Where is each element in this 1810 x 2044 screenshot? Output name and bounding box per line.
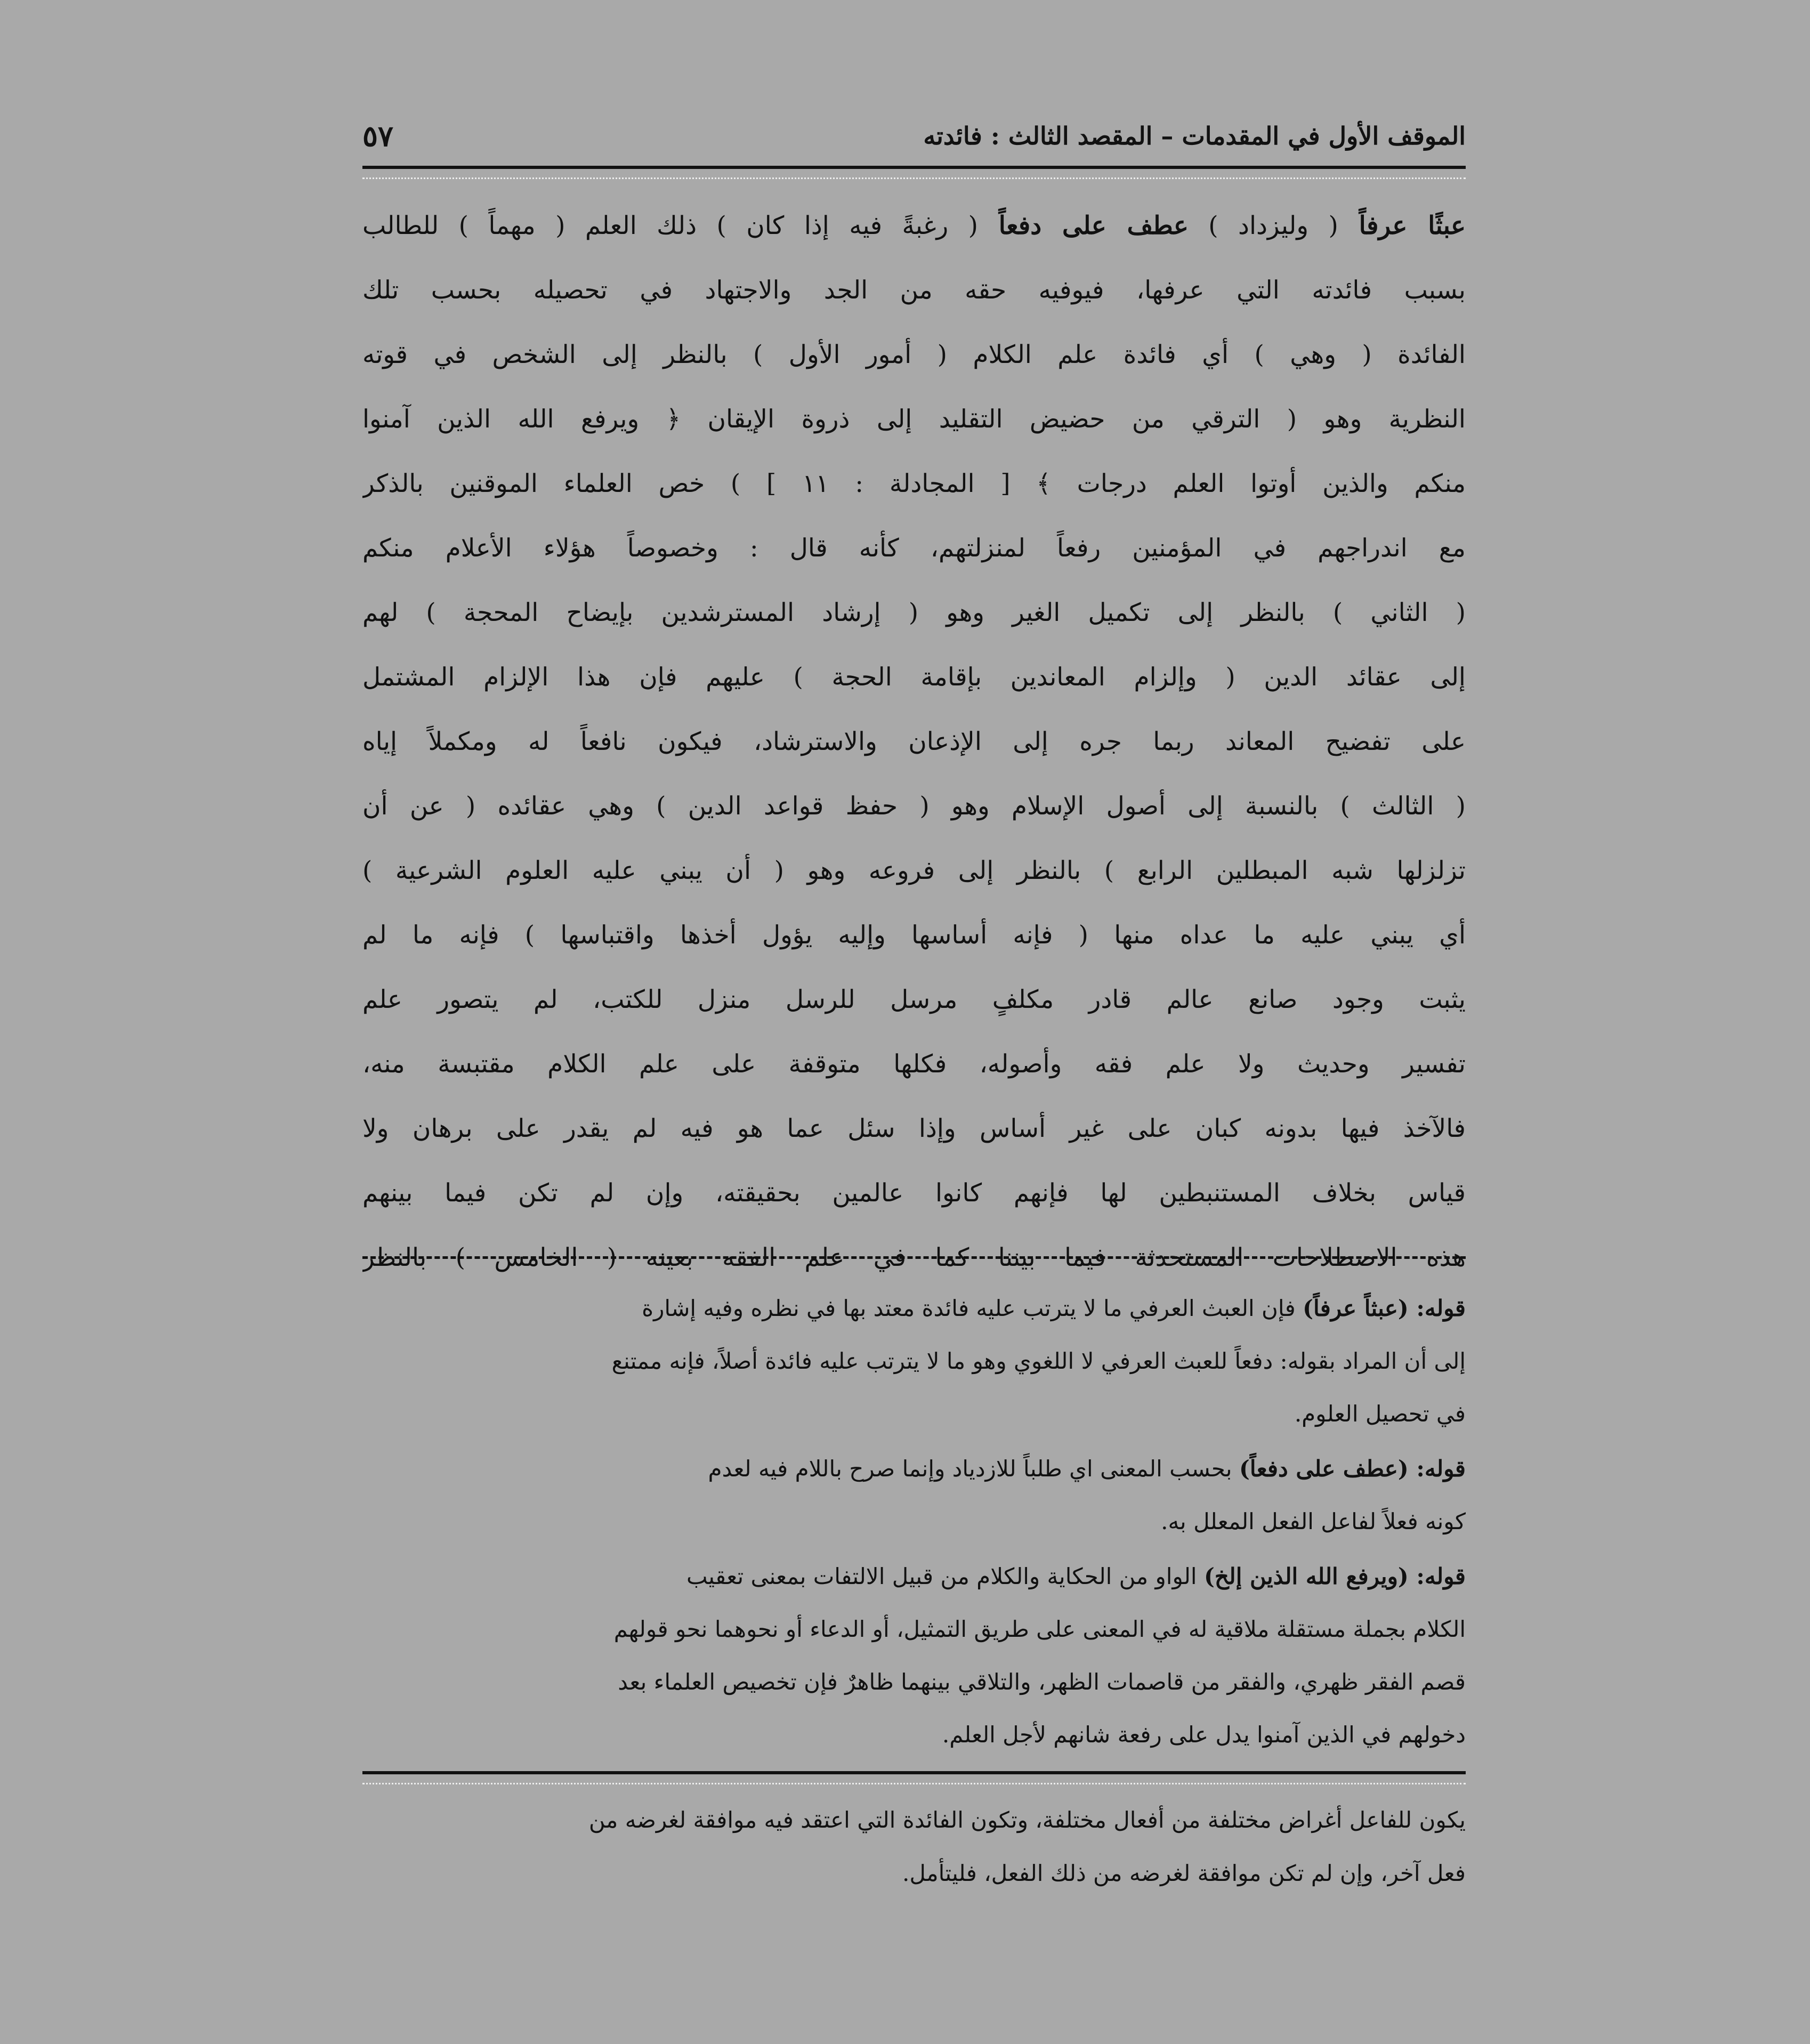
footer-rule — [362, 1771, 1466, 1784]
main-line: أي يبني عليه ما عداه منها ( فإنه أساسها وإليه يؤول أخذها واقتباسها ) فإنه ما لم — [362, 920, 1466, 950]
note-label: قوله: — [1408, 1295, 1466, 1321]
note-label: قوله: — [1408, 1563, 1466, 1589]
note-lemma: (ويرفع الله الذين إلخ) — [1203, 1563, 1409, 1589]
note-lemma: (عطف على دفعاً) — [1239, 1456, 1409, 1482]
note-lemma: (عبثاً عرفاً) — [1303, 1295, 1409, 1321]
note-line: قصم الفقر ظهري، والفقر من قاصمات الظهر، والتلاقي بينهما ظاهرٌ فإن تخصيص العلماء بعد — [618, 1669, 1466, 1695]
page-number: ٥٧ — [362, 119, 394, 153]
commentary-note — [362, 1442, 1466, 1548]
note-line: قوله: (عطف على دفعاً) بحسب المعنى اي طلباً للازدياد وإنما صرح باللام فيه لعدم — [708, 1456, 1466, 1482]
main-line: بسبب فائدته التي عرفها، فيوفيه حقه من الجد والاجتهاد في تحصيله بحسب تلك — [362, 276, 1466, 305]
note-line: كونه فعلاً لفاعل الفعل المعلل به. — [1161, 1508, 1466, 1534]
main-line: على تفضيح المعاند ربما جره إلى الإذعان والاسترشاد، فيكون نافعاً له ومكملاً إياه — [362, 727, 1466, 756]
page-header — [362, 115, 1466, 157]
main-line: تزلزلها شبه المبطلين الرابع ) بالنظر إلى فروعه وهو ( أن يبني عليه العلوم الشرعية ) — [362, 856, 1466, 885]
book-page — [362, 115, 1466, 1932]
main-line: يثبت وجود صانع عالم قادر مكلفٍ مرسل للرسل منزل للكتب، لم يتصور علم — [362, 985, 1466, 1014]
commentary-note — [362, 1282, 1466, 1440]
header-rule — [362, 166, 1466, 179]
main-line: هذه الاصطلاحات المستحدثة فيما بيننا كما في علم الفقه بعينه ( الخامس ) بالنظر — [362, 1243, 1466, 1272]
note-label: قوله: — [1408, 1456, 1466, 1482]
footer-text — [362, 1793, 1466, 1921]
note-line: إلى أن المراد بقوله: دفعاً للعبث العرفي لا اللغوي وهو ما لا يترتب عليه فائدة أصلاً، فإنه ممتنع — [611, 1348, 1466, 1374]
note-line: قوله: (ويرفع الله الذين إلخ) الواو من الحكاية والكلام من قبيل الالتفات بمعنى تعقيب — [686, 1563, 1466, 1589]
commentary-divider — [362, 1256, 1466, 1259]
main-line: الفائدة ( وهي ) أي فائدة علم الكلام ( أمور الأول ) بالنظر إلى الشخص في قوته — [362, 340, 1466, 369]
main-line: النظرية وهو ( الترقي من حضيض التقليد إلى ذروة الإيقان ﴿ ويرفع الله الذين آمنوا — [362, 405, 1466, 434]
main-line: قياس بخلاف المستنبطين لها فإنهم كانوا عالمين بحقيقته، وإن لم تكن فيما بينهم — [362, 1178, 1466, 1208]
commentary-notes — [362, 1282, 1466, 1873]
running-title: الموقف الأول في المقدمات – المقصد الثالث : فائدته — [923, 122, 1466, 150]
note-line: دخولهم في الذين آمنوا يدل على رفعة شانهم لأجل العلم. — [942, 1722, 1466, 1748]
main-line: تفسير وحديث ولا علم فقه وأصوله، فكلها متوقفة على علم الكلام مقتبسة منه، — [362, 1049, 1466, 1079]
main-line: فالآخذ فيها بدونه كبان على غير أساس وإذا سئل عما هو فيه لم يقدر على برهان ولا — [362, 1114, 1466, 1143]
note-line: في تحصيل العلوم. — [1294, 1401, 1466, 1427]
main-text — [362, 193, 1466, 1355]
main-line: عبثًا عرفاً ( وليزداد ) عطف على دفعاً ( رغبةً فيه إذا كان ) ذلك العلم ( مهماً ) للطالب — [362, 211, 1466, 240]
main-line: منكم والذين أوتوا العلم درجات ﴾ [ المجادلة : ١١ ] ) خص العلماء الموقنين بالذكر — [362, 469, 1466, 498]
main-line: إلى عقائد الدين ( وإلزام المعاندين بإقامة الحجة ) عليهم فإن هذا الإلزام المشتمل — [362, 663, 1466, 692]
main-line: مع اندراجهم في المؤمنين رفعاً لمنزلتهم، كأنه قال : وخصوصاً هؤلاء الأعلام منكم — [362, 534, 1466, 563]
main-line: ( الثاني ) بالنظر إلى تكميل الغير وهو ( إرشاد المسترشدين بإيضاح المحجة ) لهم — [362, 598, 1466, 627]
main-line: ( الثالث ) بالنسبة إلى أصول الإسلام وهو ( حفظ قواعد الدين ) وهي عقائده ( عن أن — [362, 791, 1466, 821]
commentary-note — [362, 1550, 1466, 1761]
note-line: الكلام بجملة مستقلة ملاقية له في المعنى على طريق التمثيل، أو الدعاء أو نحوهما نحو قولهم — [613, 1616, 1466, 1642]
footer-line: يكون للفاعل أغراض مختلفة من أفعال مختلفة، وتكون الفائدة التي اعتقد فيه موافقة لغرضه من — [588, 1807, 1466, 1833]
note-line: قوله: (عبثاً عرفاً) فإن العبث العرفي ما لا يترتب عليه فائدة معتد بها في نظره وفيه إشارة — [642, 1295, 1466, 1321]
footer-line: فعل آخر، وإن لم تكن موافقة لغرضه من ذلك الفعل، فليتأمل. — [902, 1860, 1466, 1886]
